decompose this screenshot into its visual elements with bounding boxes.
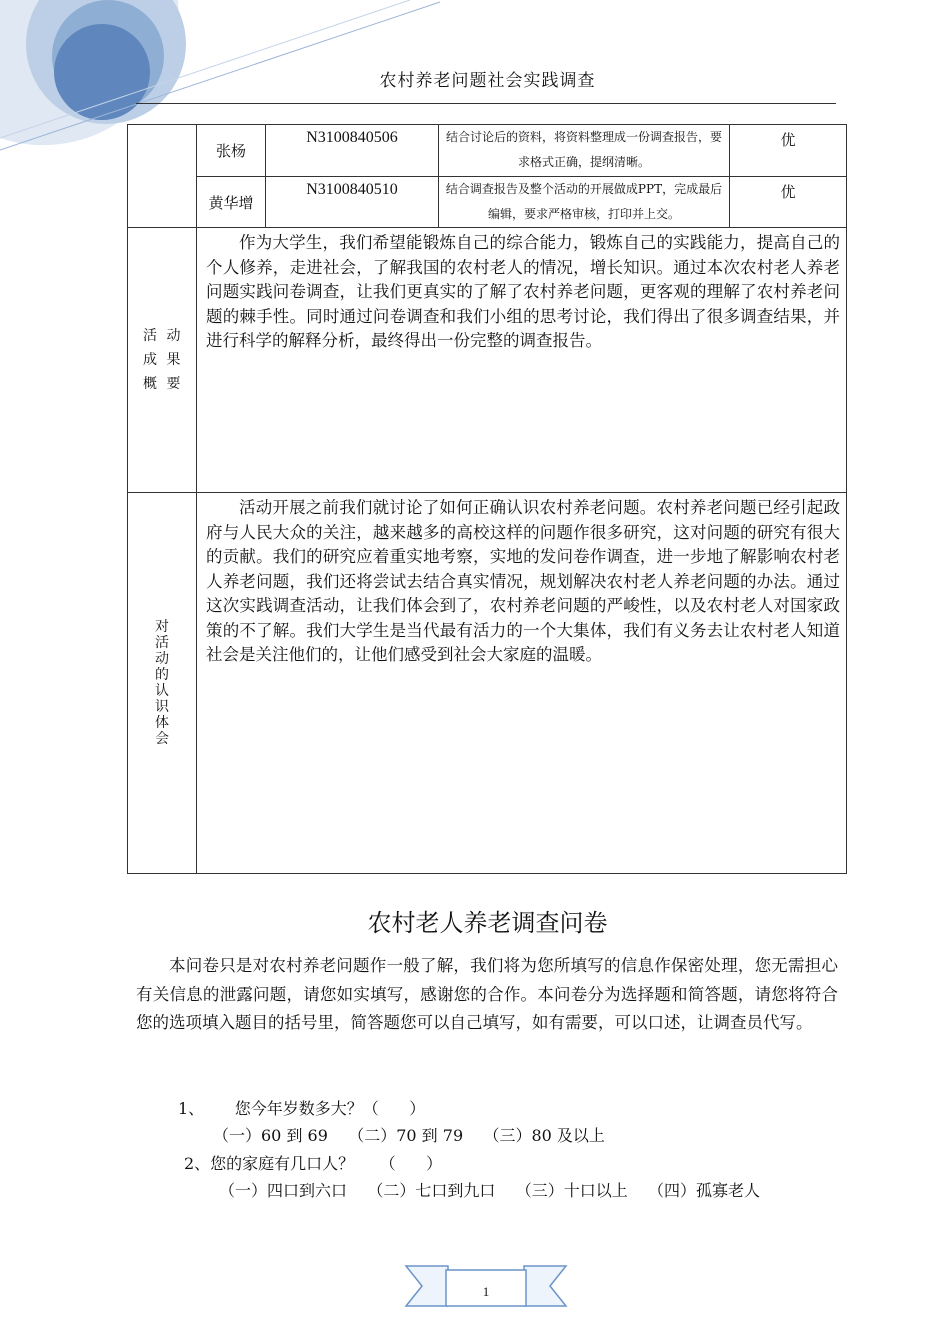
summary-text-cell [197, 228, 847, 493]
member-row [128, 125, 847, 177]
header-divider [136, 103, 836, 104]
reflection-label: 对活动的认识体会 [128, 493, 197, 874]
questionnaire-intro [136, 952, 838, 1038]
questionnaire-intro-text: 本问卷只是对农村养老问题作一般了解，我们将为您所填写的信息作保密处理，您无需担心有关信息的泄露问题，请您如实填写，感谢您的合作。本问卷分为选择题和简答题，请您将符合您的选项填入题目的括号里，简答题您可以自己填写，如有需要，可以口述，让调查员代写。 [136, 956, 838, 1032]
member-group-label-cell [128, 125, 197, 228]
reflection-row [128, 493, 847, 874]
question-prompt: 2、您的家庭有几口人？ （ ） [184, 1154, 443, 1173]
page-number: 1 [482, 1284, 490, 1299]
member-id: N3100840506 [266, 125, 439, 177]
question-options: （一）60 到 69 （二）70 到 79 （三）80 及以上 [213, 1126, 605, 1145]
member-row [128, 177, 847, 228]
question-options: （一）四口到六口 （二）七口到九口 （三）十口以上 （四）孤寡老人 [219, 1181, 761, 1200]
summary-label: 活 动 成 果 概 要 [128, 228, 197, 493]
member-task: 结合讨论后的资料，将资料整理成一份调查报告，要求格式正确，提纲清晰。 [439, 125, 730, 177]
page-header-title: 农村养老问题社会实践调查 [379, 71, 596, 91]
questionnaire-title: 农村老人养老调查问卷 [367, 909, 608, 937]
activity-form-table [127, 124, 847, 874]
reflection-text: 活动开展之前我们就讨论了如何正确认识农村养老问题。农村养老问题已经引起政府与人民大众的关注，越来越多的高校这样的问题作很多研究，这对问题的研究有很大的贡献。我们的研究应着重实地考察，实地的发问卷作调查，进一步地了解影响农村老人养老问题，我们还将尝试去结合真实情况，规划解决农村老人养老问题的办法。通过这次实践调查活动，让我们体会到了，农村养老问题的严峻性，以及农村老人对国家政策的不了解。我们大学生是当代最有活力的一个大集体，我们有义务去让农村老人知道社会是关注他们的，让他们感受到社会大家庭的温暖。 [206, 498, 840, 664]
member-task: 结合调查报告及整个活动的开展做成PPT，完成最后编辑，要求严格审核，打印并上交。 [439, 177, 730, 228]
member-name: 张杨 [197, 125, 266, 177]
summary-text: 作为大学生，我们希望能锻炼自己的综合能力，锻炼自己的实践能力，提高自己的个人修养，走进社会，了解我国的农村老人的情况，增长知识。通过本次农村老人养老问题实践问卷调查，让我们更真实的了解了农村养老问题，更客观的理解了农村养老问题的棘手性。同时通过问卷调查和我们小组的思考讨论，我们得出了很多调查结果，并进行科学的解释分析，最终得出一份完整的调查报告。 [206, 233, 840, 350]
member-grade: 优 [730, 125, 847, 177]
reflection-text-cell [197, 493, 847, 874]
question-prompt: 1、 您今年岁数多大？（ ） [178, 1099, 426, 1118]
member-id: N3100840510 [266, 177, 439, 228]
member-grade: 优 [730, 177, 847, 228]
summary-row [128, 228, 847, 493]
member-name: 黄华增 [197, 177, 266, 228]
